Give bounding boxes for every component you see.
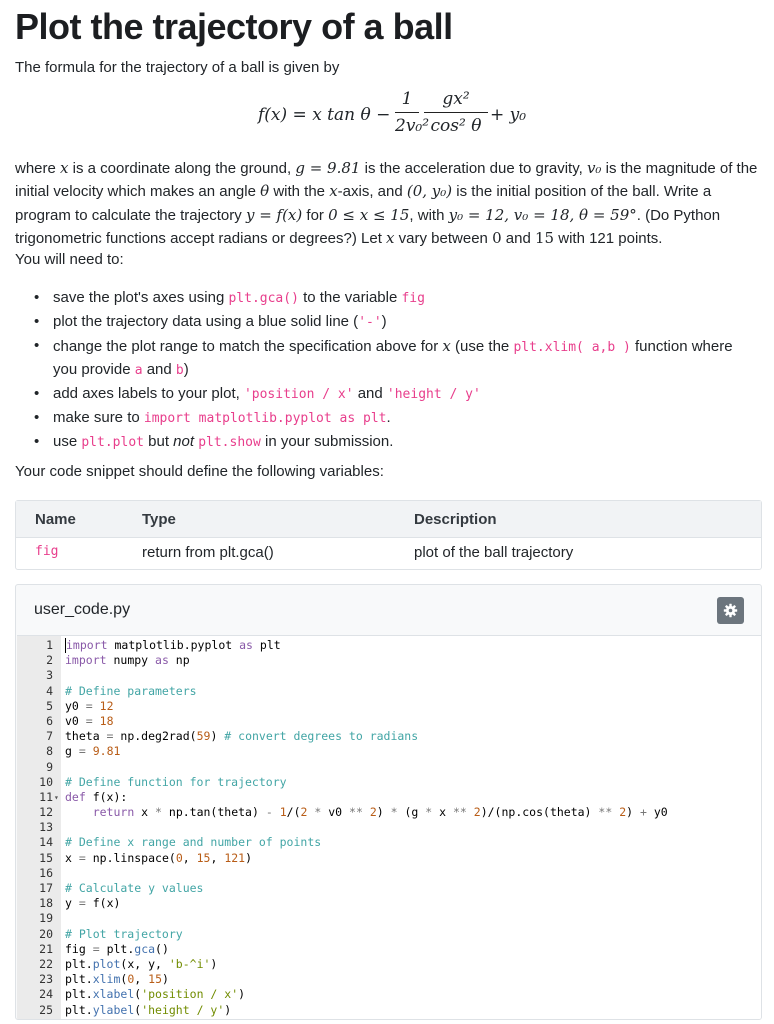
- formula-rhs: + y₀: [490, 105, 527, 125]
- code-line: 24 plt.xlabel('position / x'): [39, 987, 246, 1002]
- code-line: 22 plt.plot(x, y, 'b-^i'): [39, 956, 218, 971]
- settings-button[interactable]: [717, 597, 744, 624]
- requirements-list: [34, 287, 754, 455]
- problem-description: where x is a coordinate along the ground, g = 9.81 is the acceleration due to gravity, v₀ is the magnitude of the initial velocity which makes an angle θ with the x-axis, and (0, y₀) is the initial position of the ball. Write a program to calculate the trajectory y = f(x) for 0 ≤ x ≤ 15, with y₀ = 12, v₀ = 18, θ = 59°. (Do Python trigonometric functions accept radians or degrees?) Let x vary between 0 and 15 with 121 points.: [15, 159, 758, 248]
- page-title: Plot the trajectory of a ball: [15, 6, 453, 47]
- code-line: 11 ▾ def f(x):: [39, 789, 128, 804]
- code-editor-panel: [15, 584, 762, 1020]
- code-line: 21 fig = plt.gca(): [39, 941, 169, 956]
- list-item: • add axes labels to your plot, 'position / x' and 'height / y': [34, 383, 754, 407]
- header-name: Name: [35, 511, 76, 528]
- formula-frac2-den: cos² θ: [430, 116, 482, 136]
- header-description: Description: [414, 511, 497, 528]
- code-line: 4 # Define parameters: [46, 683, 197, 698]
- code-line: 9: [46, 759, 53, 774]
- fold-toggle-icon[interactable]: ▾: [54, 792, 59, 802]
- header-type: Type: [142, 511, 176, 528]
- code-line: 3: [46, 668, 53, 683]
- list-item: • save the plot's axes using plt.gca() to the variable fig: [34, 287, 754, 311]
- code-line: 6 v0 = 18: [46, 713, 114, 728]
- formula-lhs: f(x) = x tan θ −: [258, 105, 391, 125]
- code-line: 16: [39, 865, 53, 880]
- requirements-heading: You will need to:: [15, 251, 124, 268]
- code-line: 7 theta = np.deg2rad(59) # convert degrees to radians: [46, 729, 419, 744]
- code-line: 1 import matplotlib.pyplot as plt: [46, 638, 281, 652]
- code-input[interactable]: [17, 635, 762, 1020]
- formula-fraction-2: [424, 88, 488, 137]
- list-item: • plot the trajectory data using a blue solid line ('-'): [34, 311, 754, 335]
- list-item: • change the plot range to match the specification above for x (use the plt.xlim( a,b ) function where you provide a and b): [34, 335, 754, 384]
- code-line: 8 g = 9.81: [46, 744, 121, 759]
- list-item: • use plt.plot but not plt.show in your submission.: [34, 431, 754, 455]
- gear-icon: [717, 597, 744, 624]
- formula-frac1-den: 2v₀²: [395, 116, 430, 136]
- variables-heading: Your code snippet should define the following variables:: [15, 463, 384, 480]
- intro-text: The formula for the trajectory of a ball is given by: [15, 59, 340, 76]
- code-line: 25 plt.ylabel('height / y'): [39, 1002, 232, 1017]
- list-item: • make sure to import matplotlib.pyplot as plt.: [34, 407, 754, 431]
- code-line: 14 # Define x range and number of points: [39, 835, 322, 850]
- code-line: 17 # Calculate y values: [39, 881, 204, 895]
- formula-frac2-num: gx²: [442, 89, 470, 109]
- var-description: plot of the ball trajectory: [414, 544, 574, 561]
- variables-table: [15, 500, 762, 570]
- code-line: 5 y0 = 12: [46, 698, 114, 713]
- code-line: 20 # Plot trajectory: [39, 926, 183, 941]
- code-line: 19: [39, 911, 53, 926]
- var-type: return from plt.gca(): [142, 544, 274, 561]
- code-line: 10 # Define function for trajectory: [39, 774, 287, 789]
- code-line: 15 x = np.linspace(0, 15, 121): [39, 850, 253, 865]
- editor-filename: user_code.py: [34, 601, 131, 618]
- code-line: 12 return x * np.tan(theta) - 1/(2 * v0 ** 2) * (g * x ** 2)/(np.cos(theta) ** 2) + y0: [39, 805, 668, 820]
- table-header: [16, 501, 761, 538]
- formula-fraction-1: [395, 88, 430, 137]
- var-name: fig: [35, 544, 59, 559]
- table-row: [16, 539, 761, 569]
- code-line: 13: [39, 820, 53, 835]
- code-line: 18 y = f(x): [39, 896, 121, 911]
- code-line: 2 import numpy as np: [46, 653, 190, 668]
- code-line: 23 plt.xlim(0, 15): [39, 972, 169, 987]
- formula-frac1-num: 1: [401, 89, 413, 109]
- trajectory-formula: [258, 88, 558, 148]
